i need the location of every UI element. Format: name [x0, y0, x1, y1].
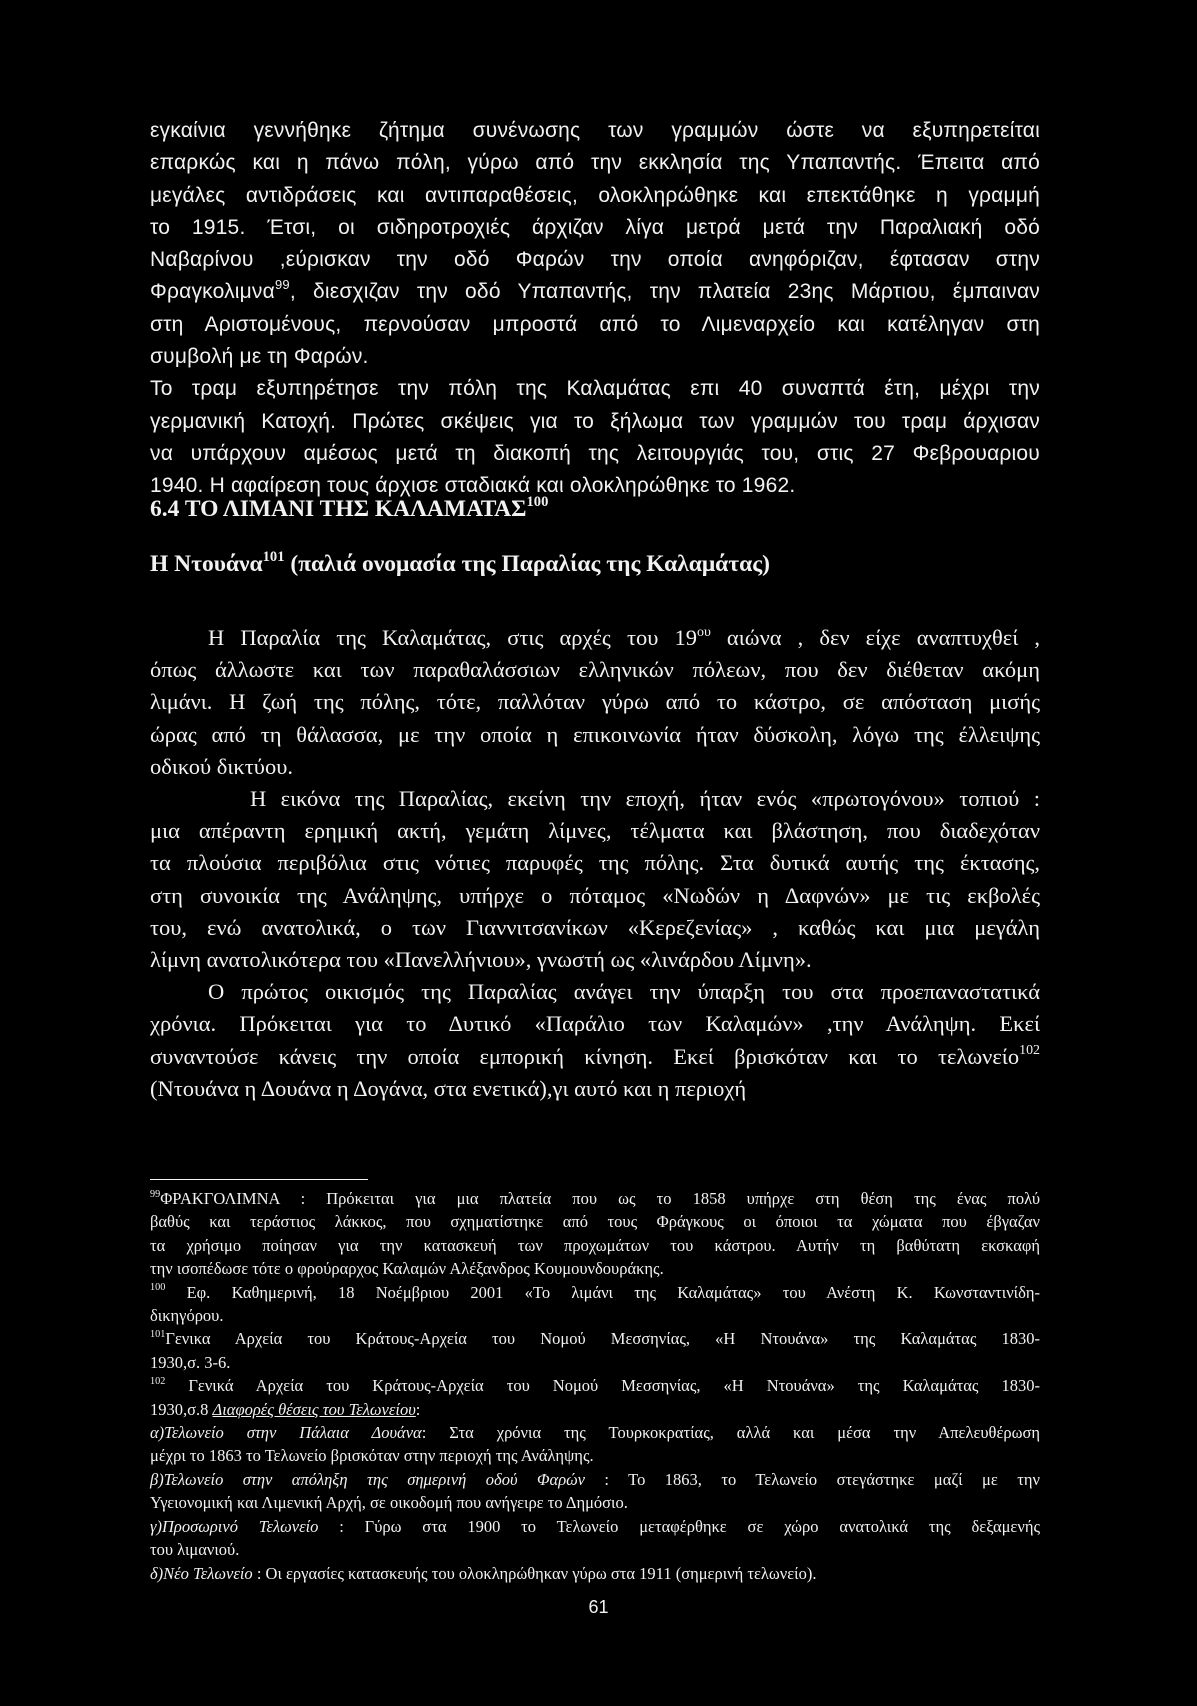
italic-span: β)Τελωνείο στην απόληξη της σημερινή οδού Φαρών	[150, 1469, 585, 1489]
text-line: επαρκώς και η πάνω πόλη, γύρω από την εκκλησία της Υπαπαντής. Έπειτα από	[150, 151, 1040, 175]
footnote-number: 100	[150, 1282, 166, 1294]
footnote-number: 99	[150, 1188, 161, 1200]
underlined-title: Διαφορές θέσεις του Τελωνείου	[212, 1399, 416, 1419]
text-line: (Ντουάνα η Δουάνα η Δογάνα, στα ενετικά),γι αυτό και η περιοχή	[150, 1075, 747, 1101]
footnote-line	[150, 1398, 1040, 1421]
text-span: : Το 1863, το Τελωνείο στεγάστηκε μαζί με την	[584, 1469, 1040, 1489]
text-line: του, ενώ ανατολικά, ο των Γιαννιτσανίκων «Κερεζενίας» , καθώς και μια μεγάλη	[150, 914, 1040, 940]
text-span: Φραγκολιμνα	[150, 280, 275, 304]
text-line: να υπάρχουν αμέσως μετά τη διακοπή της λειτουργιάς του, στις 27 Φεβρουαριου	[150, 441, 1040, 465]
heading-text: 6.4 ΤΟ ΛΙΜΑΝΙ ΤΗΣ ΚΑΛΑΜΑΤΑΣ	[150, 496, 527, 522]
text-line: γερμανική Κατοχή. Πρώτες σκέψεις για το ξήλωμα των γραμμών του τραμ άρχισαν	[150, 409, 1040, 433]
italic-span: γ)Προσωρινό Τελωνείο	[150, 1516, 319, 1536]
footnote-line	[150, 1515, 1040, 1538]
italic-span: α)Τελωνείο στην Πάλαια Δουάνα	[150, 1423, 422, 1443]
footnote-line: 1930,σ. 3-6.	[150, 1352, 231, 1372]
tram-paragraph	[150, 115, 1040, 503]
text-span: : Γύρω στα 1900 το Τελωνείο μεταφέρθηκε σε χώρο ανατολικά της δεξαμενής	[318, 1516, 1040, 1536]
text-line: μια απέραντη ερημική ακτή, γεμάτη λίμνες, τέλματα και βλάστηση, που διαδεχόταν	[150, 818, 1040, 844]
text-line: λίμνη ανατολικότερα του «Πανελλήνιου», γνωστή ως «λινάρδου Λίμνη».	[150, 947, 812, 973]
text-line	[150, 276, 1040, 308]
text-line: οδικού δικτύου.	[150, 753, 293, 779]
footnote-line: βαθύς και τεράστιος λάκκος, που σχηματίστηκε από τους Φράγκους οι όποιοι τα χώματα που έβγαζαν	[150, 1212, 1040, 1232]
text-span: :	[415, 1399, 421, 1419]
text-line: όπως άλλωστε και των παραθαλάσσιων ελληνικών πόλεων, που δεν διέθεταν ακόμη	[150, 657, 1040, 683]
text-line: Ο πρώτος οικισμός της Παραλίας ανάγει την ύπαρξη του στα προεπαναστατικά	[208, 979, 1040, 1005]
footnote-ref-102: 102	[1019, 1043, 1040, 1059]
footnote-ref-100: 100	[526, 494, 549, 511]
footnote-line: δικηγόρου.	[150, 1306, 224, 1326]
footnote-line: μέχρι το 1863 το Τελωνείο βρισκόταν στην περιοχή της Ανάληψης.	[150, 1446, 594, 1466]
footnote-line	[150, 1421, 1040, 1444]
text-line	[150, 622, 1040, 654]
text-span: συναντούσε κάνεις την οποία εμπορική κίνηση. Εκεί βρισκόταν και το τελωνείο	[150, 1043, 1020, 1069]
text-line: 1940. Η αφαίρεση τους άρχισε σταδιακά και ολοκληρώθηκε το 1962.	[150, 474, 796, 498]
subsection-heading	[150, 551, 770, 578]
text-line: συμβολή με τη Φαρών.	[150, 345, 369, 369]
text-line: μεγάλες αντιδράσεις και αντιπαραθέσεις, ολοκληρώθηκε και επεκτάθηκε η γραμμή	[150, 183, 1040, 207]
text-span: : Στα χρόνια της Τουρκοκρατίας, αλλά και μέσα την Απελευθέρωση	[421, 1423, 1040, 1443]
text-span: αιώνα , δεν είχε αναπτυχθεί ,	[710, 625, 1040, 650]
footnote-number: 101	[150, 1328, 166, 1340]
text-span: Εφ. Καθημερινή, 18 Νοέμβριου 2001 «Το λιμάνι της Καλαμάτας» του Ανέστη Κ. Κωνσταντινίδη-	[165, 1282, 1040, 1302]
footnote-line: Υγειονομική και Λιμενική Αρχή, σε οικοδομή που ανήγειρε το Δημόσιο.	[150, 1493, 628, 1513]
text-span: Η Παραλία της Καλαμάτας, στις αρχές του 19	[208, 625, 697, 650]
footnote-number: 102	[150, 1375, 166, 1387]
text-line: χρόνια. Πρόκειται για το Δυτικό «Παράλιο των Καλαμών» ,την Ανάληψη. Εκεί	[150, 1011, 1040, 1037]
harbor-body	[150, 622, 1040, 1105]
footnote-line	[150, 1562, 1040, 1585]
text-span: Γενικα Αρχεία του Κράτους-Αρχεία του Νομού Μεσσηνίας, «Η Ντουάνα» της Καλαμάτας 1830-	[165, 1329, 1040, 1349]
text-span: : Οι εργασίες κατασκευής του ολοκληρώθηκαν γύρω στα 1911 (σημερινή τελωνείο).	[252, 1563, 817, 1583]
text-line: Το τραμ εξυπηρέτησε την πόλη της Καλαμάτας επι 40 συναπτά έτη, μέχρι την	[150, 377, 1040, 401]
text-line: Ναβαρίνου ,εύρισκαν την οδό Φαρών την οποία ανηφόριζαν, έφτασαν στην	[150, 248, 1040, 272]
text-line: τα πλούσια περιβόλια στις νότιες παρυφές της πόλης. Στα δυτικά αυτής της έκτασης,	[150, 850, 1040, 876]
footnote-line	[150, 1281, 1040, 1304]
footnote-line: την ισοπέδωσε τότε ο φρούραρχος Καλαμών Αλέξανδρος Κουμουνδουράκης.	[150, 1259, 664, 1279]
footnote-ref-99: 99	[274, 277, 290, 293]
footnote-line	[150, 1374, 1040, 1397]
text-line: ώρας από τη θάλασσα, με την οποία η επικοινωνία ήταν δύσκολη, λόγω της έλλειψης	[150, 721, 1040, 747]
section-heading	[150, 496, 548, 523]
footnote-line	[150, 1187, 1040, 1210]
page-number: 61	[588, 1597, 609, 1617]
text-line	[150, 1041, 1040, 1073]
text-line: εγκαίνια γεννήθηκε ζήτημα συνένωσης των γραμμών ώστε να εξυπηρετείται	[150, 119, 1040, 142]
footnote-divider	[150, 1179, 368, 1180]
text-line: στη Αριστομένους, περνούσαν μπροστά από το Λιμεναρχείο και κατέληγαν στη	[150, 312, 1040, 336]
footnote-line: του λιμανιού.	[150, 1540, 240, 1560]
text-line: στη συνοικία της Ανάληψης, υπήρχε ο πόταμος «Νωδών η Δαφνών» με τις εκβολές	[150, 882, 1040, 908]
superscript: ου	[696, 624, 711, 640]
heading-text: Η Ντουάνα	[150, 551, 263, 577]
heading-text: (παλιά ονομασία της Παραλίας της Καλαμάτας)	[284, 551, 770, 577]
footnote-line: τα χρήσιμο ποίησαν για την κατασκευή των προχωμάτων του κάστρου. Αυτήν τη βαθύτατη εκσκαφή	[150, 1235, 1040, 1255]
footnotes	[150, 1187, 1040, 1585]
text-line: το 1915. Έτσι, οι σιδηροτροχιές άρχιζαν λίγα μετρά μετά την Παραλιακή οδό	[150, 215, 1040, 239]
text-span: , διεσχιζαν την οδό Υπαπαντής, την πλατεία 23ης Μάρτιου, έμπαιναν	[289, 280, 1040, 304]
text-span: Γενικά Αρχεία του Κράτους-Αρχεία του Νομού Μεσσηνίας, «Η Ντουάνα» της Καλαμάτας 1830-	[165, 1376, 1040, 1396]
footnote-ref-101: 101	[262, 549, 285, 566]
text-span: ΦΡΑΚΓΟΛΙΜΝΑ : Πρόκειται για μια πλατεία που ως το 1858 υπήρχε στη θέση της ένας πολύ	[160, 1189, 1040, 1208]
text-line: Η εικόνα της Παραλίας, εκείνη την εποχή, ήταν ενός «πρωτογόνου» τοπιού :	[250, 786, 1040, 812]
italic-span: δ)Νέο Τελωνείο	[150, 1563, 253, 1583]
text-span: 1930,σ.8	[150, 1399, 213, 1419]
text-line: λιμάνι. Η ζωή της πόλης, τότε, παλλόταν γύρω από το κάστρο, σε απόσταση μισής	[150, 689, 1040, 715]
footnote-line	[150, 1468, 1040, 1491]
footnote-line	[150, 1327, 1040, 1350]
